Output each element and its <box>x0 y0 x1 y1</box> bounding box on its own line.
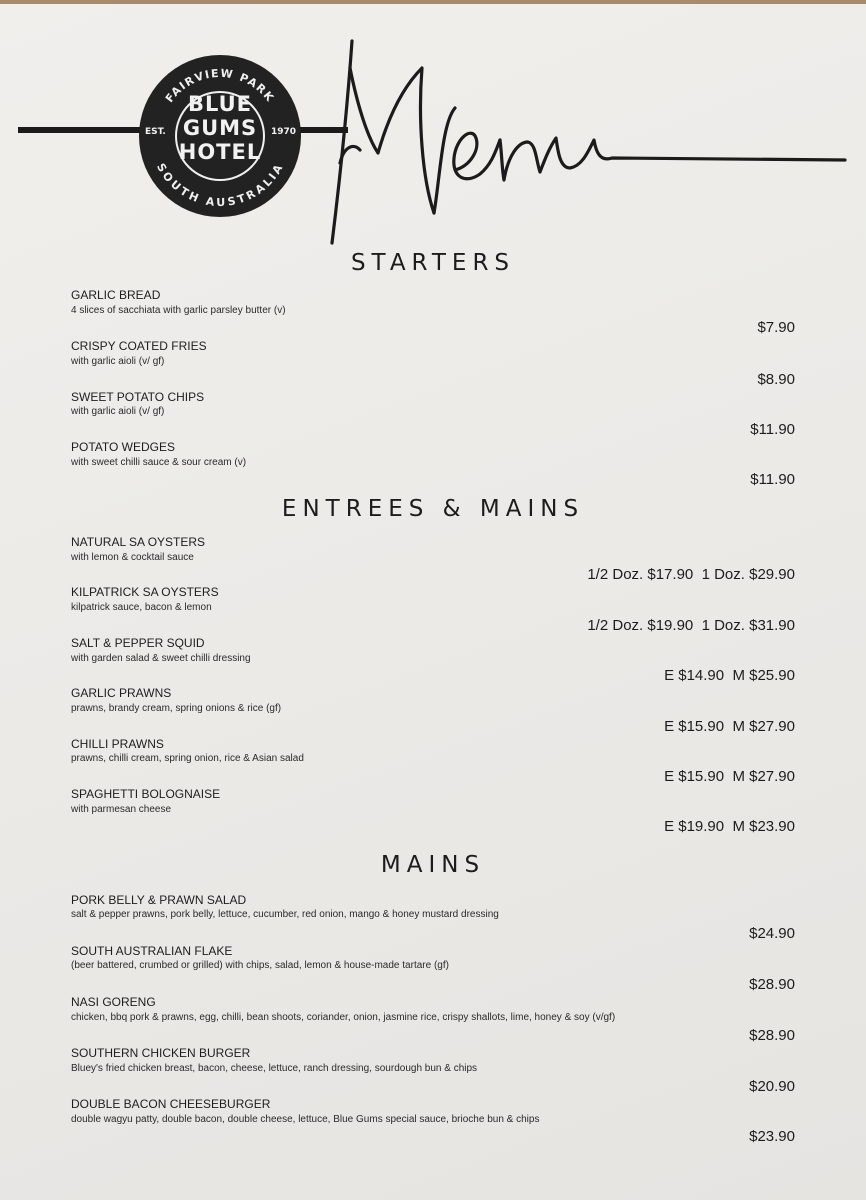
menu-item-description: prawns, brandy cream, spring onions & rice (gf) <box>71 703 282 714</box>
menu-item-name: SALT & PEPPER SQUID <box>71 636 205 650</box>
menu-item-description: with garden salad & sweet chilli dressing <box>71 653 251 664</box>
section-heading-starters: STARTERS <box>350 250 516 276</box>
hotel-logo-seal <box>139 55 301 217</box>
menu-item-name: NASI GORENG <box>71 995 156 1009</box>
logo-line-hotel: HOTEL <box>178 140 262 164</box>
menu-item-description: with lemon & cocktail sauce <box>71 552 194 563</box>
section-heading-mains: MAINS <box>380 852 486 878</box>
logo-top-arc-text: FAIRVIEW PARK <box>162 66 278 105</box>
menu-item-description: (beer battered, crumbed or grilled) with chips, salad, lemon & house-made tartare (gf) <box>71 960 449 971</box>
menu-item-name: PORK BELLY & PRAWN SALAD <box>71 893 247 907</box>
menu-item-description: kilpatrick sauce, bacon & lemon <box>71 602 212 613</box>
logo-line-gums: GUMS <box>182 116 258 140</box>
menu-item-description: with garlic aioli (v/ gf) <box>71 356 165 367</box>
logo-est-label: EST. <box>145 127 166 137</box>
menu-item-price: $7.90 <box>757 319 795 336</box>
logo-bottom-arc-text: SOUTH AUSTRALIA <box>153 161 286 210</box>
menu-item-price: $23.90 <box>749 1128 795 1145</box>
menu-item-name: SPAGHETTI BOLOGNAISE <box>71 787 221 801</box>
menu-item-description: Bluey's fried chicken breast, bacon, cheese, lettuce, ranch dressing, sourdough bun & chips <box>71 1063 478 1074</box>
table-edge <box>0 0 866 4</box>
section-heading-entrees-mains: ENTREES & MAINS <box>281 496 585 522</box>
menu-item-price: 1/2 Doz. $17.90 1 Doz. $29.90 <box>587 566 795 583</box>
menu-item-description: with garlic aioli (v/ gf) <box>71 406 165 417</box>
menu-item-description: double wagyu patty, double bacon, double cheese, lettuce, Blue Gums special sauce, brioche bun & chips <box>71 1114 540 1125</box>
menu-item-description: with sweet chilli sauce & sour cream (v) <box>71 457 247 468</box>
menu-item-description: prawns, chilli cream, spring onion, rice & Asian salad <box>71 753 304 764</box>
menu-item-price: $20.90 <box>749 1078 795 1095</box>
menu-item-name: CHILLI PRAWNS <box>71 737 164 751</box>
menu-script-title <box>330 38 850 248</box>
menu-item-name: POTATO WEDGES <box>71 440 176 454</box>
menu-item-price: E $15.90 M $27.90 <box>664 768 795 785</box>
menu-item-price: $28.90 <box>749 976 795 993</box>
menu-item-price: E $14.90 M $25.90 <box>664 667 795 684</box>
menu-item-price: $24.90 <box>749 925 795 942</box>
menu-item-price: $8.90 <box>757 371 795 388</box>
menu-item-price: 1/2 Doz. $19.90 1 Doz. $31.90 <box>587 617 795 634</box>
svg-text:SOUTH AUSTRALIA <box>154 161 286 209</box>
menu-item-name: SOUTHERN CHICKEN BURGER <box>71 1046 251 1060</box>
menu-item-price: E $15.90 M $27.90 <box>664 718 795 735</box>
menu-item-name: GARLIC BREAD <box>71 288 161 302</box>
menu-item-name: CRISPY COATED FRIES <box>71 339 207 353</box>
menu-item-description: salt & pepper prawns, pork belly, lettuce, cucumber, red onion, mango & honey mustard dressing <box>71 909 499 920</box>
menu-item-name: NATURAL SA OYSTERS <box>71 535 206 549</box>
menu-item-description: chicken, bbq pork & prawns, egg, chilli, bean shoots, coriander, onion, jasmine rice, crispy shallots, lime, honey & soy (v/gf) <box>71 1012 616 1023</box>
menu-item-price: $28.90 <box>749 1027 795 1044</box>
menu-item-price: $11.90 <box>750 471 795 488</box>
menu-item-name: GARLIC PRAWNS <box>71 686 172 700</box>
logo-year-label: 1970 <box>271 127 297 137</box>
menu-item-description: with parmesan cheese <box>71 804 172 815</box>
menu-item-price: $11.90 <box>750 421 795 438</box>
menu-item-name: SWEET POTATO CHIPS <box>71 390 205 404</box>
menu-item-name: KILPATRICK SA OYSTERS <box>71 585 219 599</box>
menu-item-name: DOUBLE BACON CHEESEBURGER <box>71 1097 271 1111</box>
menu-item-price: E $19.90 M $23.90 <box>664 818 795 835</box>
menu-item-description: 4 slices of sacchiata with garlic parsley butter (v) <box>71 305 286 316</box>
logo-line-blue: BLUE <box>187 92 253 116</box>
page-title <box>330 38 850 253</box>
menu-item-name: SOUTH AUSTRALIAN FLAKE <box>71 944 233 958</box>
